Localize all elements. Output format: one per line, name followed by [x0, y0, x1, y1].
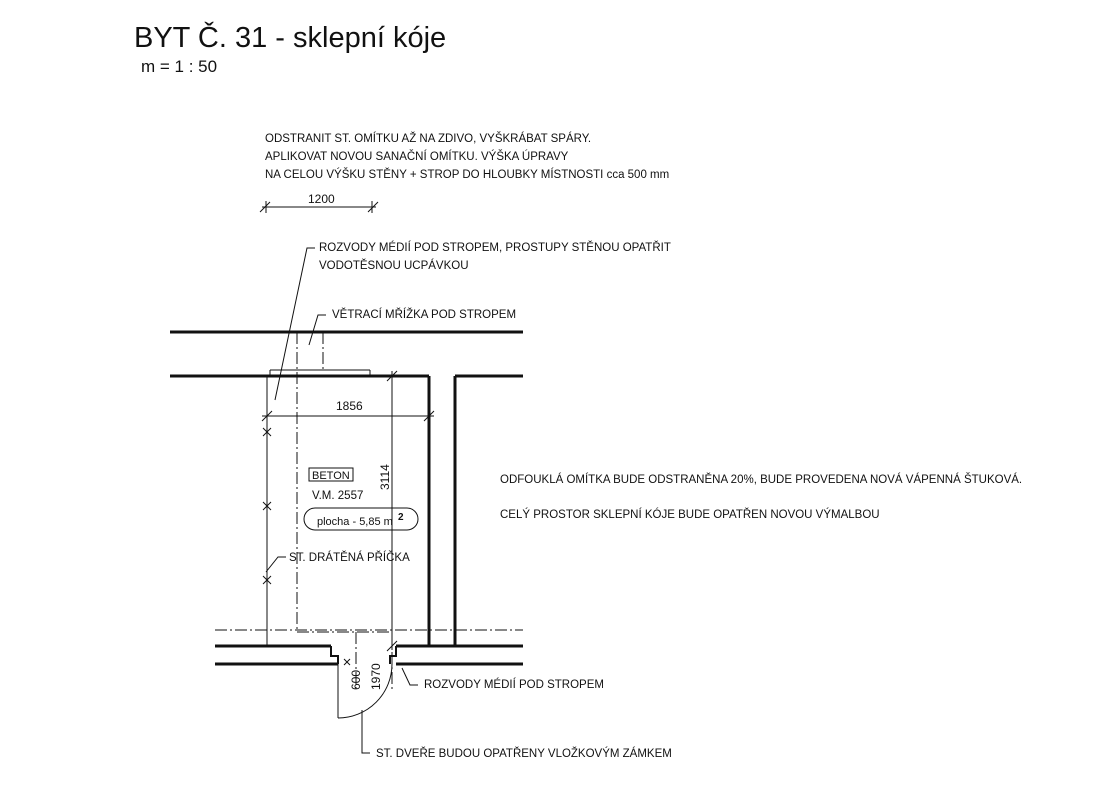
room-area-unit-superscript: 2 — [398, 512, 404, 523]
dimension-room-depth-label: 3114 — [378, 464, 392, 490]
note-plaster-line-1: ODSTRANIT ST. OMÍTKU AŽ NA ZDIVO, VYŠKRÁBAT SPÁRY. — [265, 133, 592, 145]
dimension-door-width-label: 600 — [349, 669, 363, 690]
drawing-title: BYT Č. 31 - sklepní kóje — [134, 22, 447, 54]
door-jamb-right — [390, 646, 396, 664]
note-utilities-ceiling: ROZVODY MÉDIÍ POD STROPEM — [424, 679, 604, 691]
room-height-label: V.M. 2557 — [312, 490, 364, 502]
note-plaster-line-3: NA CELOU VÝŠKU STĚNY + STROP DO HLOUBKY MÍSTNOSTI cca 500 mm — [265, 169, 670, 181]
room-material-label: BETON — [312, 470, 350, 482]
note-wire-partition: ST. DRÁTĚNÁ PŘÍČKA — [289, 552, 410, 564]
note-utilities-line-1: ROZVODY MÉDIÍ POD STROPEM, PROSTUPY STĚNOU OPATŘIT — [319, 242, 671, 254]
dimension-door-height-label: 1970 — [369, 663, 383, 690]
door-jamb-left — [331, 646, 338, 664]
room-area-label: plocha - 5,85 m — [317, 516, 393, 528]
dimension-room-depth — [387, 371, 397, 651]
note-ventilation-grille: VĚTRACÍ MŘÍŽKA POD STROPEM — [332, 309, 517, 321]
note-render-repair: ODFOUKLÁ OMÍTKA BUDE ODSTRANĚNA 20%, BUDE PROVEDENA NOVÁ VÁPENNÁ ŠTUKOVÁ. — [500, 474, 1023, 486]
note-plaster-line-2: APLIKOVAT NOVOU SANAČNÍ OMÍTKU. VÝŠKA ÚPRAVY — [265, 151, 569, 163]
note-utilities-line-2: VODOTĚSNOU UCPÁVKOU — [319, 260, 469, 272]
door-swing — [338, 664, 392, 718]
drawing-scale: m = 1 : 50 — [141, 57, 218, 76]
ventilation-shaft-outline — [215, 332, 523, 690]
note-repaint: CELÝ PROSTOR SKLEPNÍ KÓJE BUDE OPATŘEN NOVOU VÝMALBOU — [500, 509, 880, 521]
note-door-lock: ST. DVEŘE BUDOU OPATŘENY VLOŽKOVÝM ZÁMKEM — [376, 748, 672, 760]
door-dimension-ticks — [344, 659, 350, 665]
dimension-room-width-label: 1856 — [336, 399, 363, 413]
dimension-top-width-label: 1200 — [308, 192, 335, 206]
